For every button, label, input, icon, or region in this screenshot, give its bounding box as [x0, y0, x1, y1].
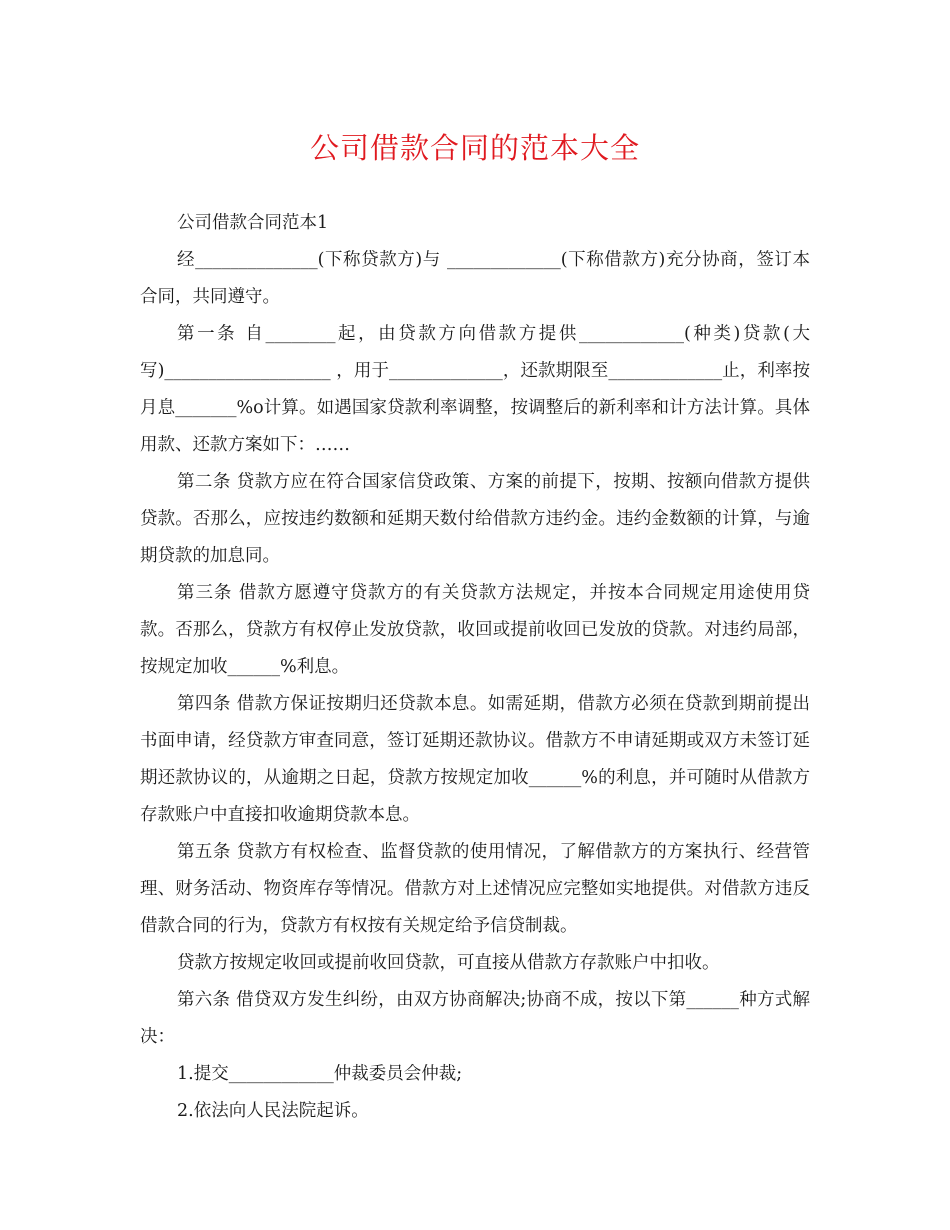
paragraph-article-6: 第六条 借贷双方发生纠纷，由双方协商解决;协商不成，按以下第______种方式解决： — [140, 990, 810, 1047]
paragraph-article-3: 第三条 借款方愿遵守贷款方的有关贷款方法规定，并按本合同规定用途使用贷款。否那么，贷款方有权停止发放贷款，收回或提前收回已发放的贷款。对违约局部，按规定加收______%利息。 — [140, 583, 810, 677]
list-item-arbitration: 1.提交____________仲裁委员会仲裁; — [177, 1064, 463, 1084]
paragraph-article-5: 第五条 贷款方有权检查、监督贷款的使用情况，了解借款方的方案执行、经营管理、财务活动、物资库存等情况。借款方对上述情况应完整如实地提供。对借款方违反借款合同的行为，贷款方有权按有关规定给予信贷制裁。 — [140, 842, 810, 936]
document-title: 公司借款合同的范本大全 — [309, 131, 640, 165]
list-item-court: 2.依法向人民法院起诉。 — [177, 1101, 369, 1121]
document-body — [140, 205, 810, 1130]
paragraph-article-5-supplement: 贷款方按规定收回或提前收回贷款，可直接从借款方存款账户中扣收。 — [177, 953, 720, 973]
paragraph-intro: 经______________(下称贷款方)与 _____________(下称借款方)充分协商，签订本合同，共同遵守。 — [140, 250, 810, 307]
paragraph-article-4: 第四条 借款方保证按期归还贷款本息。如需延期，借款方必须在贷款到期前提出书面申请，经贷款方审查同意，签订延期还款协议。借款方不申请延期或双方未签订延期还款协议的，从逾期之日起，贷款方按规定加收______%的利息，并可随时从借款方存款账户中直接扣收逾期贷款本息。 — [140, 694, 810, 825]
paragraph-article-2: 第二条 贷款方应在符合国家信贷政策、方案的前提下，按期、按额向借款方提供贷款。否那么，应按违约数额和延期天数付给借款方违约金。违约金数额的计算，与逾期贷款的加息同。 — [140, 472, 810, 566]
paragraph-article-1: 第一条 自________起，由贷款方向借款方提供____________(种类)贷款(大写)___________________ ，用于_____________，还款期限至_____________止，利率按月息_______%o计算。如遇国家贷款利率调整，按调整后的新利率和计方法计算。具体用款、还款方案如下：…… — [140, 324, 810, 455]
section-heading: 公司借款合同范本1 — [177, 213, 329, 233]
